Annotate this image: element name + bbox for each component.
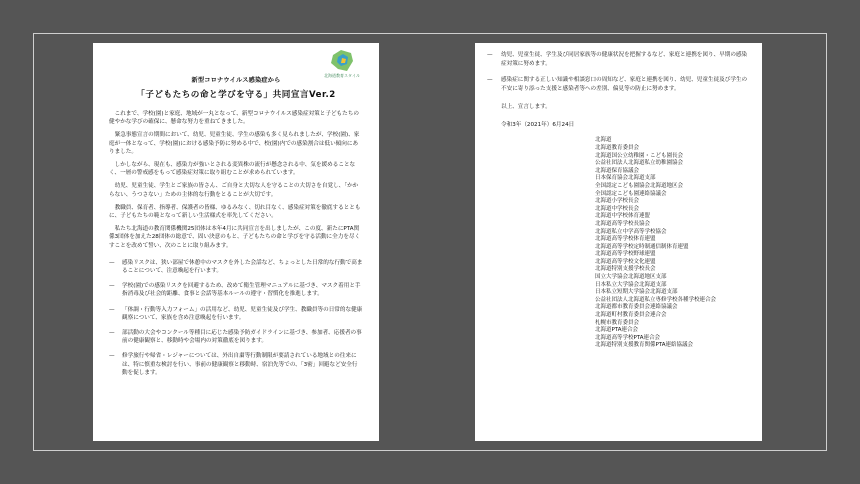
- declaration-item: [109, 259, 363, 275]
- signatory-organization: 北海道PTA連合会: [595, 327, 639, 334]
- signatory-organization: 北海道高等学校野球連盟: [595, 251, 656, 258]
- logo-caption: 北海道教育スタイル: [324, 73, 360, 78]
- signatory-list: [595, 137, 752, 350]
- declaration-item-text: 感染症に関する正しい知識や相談窓口の周知など、家庭と連携を図り、幼児、児童生徒及び学生の不安に寄り添った支援と感染者等への差別、偏見等の防止に努めます。: [501, 77, 748, 92]
- signatory-organization: 札幌市教育委員会: [595, 319, 640, 326]
- logo-mark-icon: [329, 49, 355, 73]
- signatory-organization: 北海道私立中学高等学校協会: [595, 228, 667, 235]
- signatory-organization: 公益社団法人北海道私立専修学校各種学校連合会: [595, 296, 717, 303]
- declaration-item-text: 学校(園)での感染リスクを回避するため、改めて衛生管理マニュアルに基づき、マスク着用と手指消毒及び社会的距離、食事と会話等基本ルールの遵守・習慣化を推進します。: [122, 283, 361, 298]
- signatory-organization: 北海道中学校長会: [595, 205, 640, 212]
- declaration-item: [109, 282, 363, 298]
- signatory-organization: 北海道教育委員会: [595, 144, 640, 151]
- signatory-organization: 北海道保育協議会: [595, 167, 640, 174]
- signatory-organization: 公益社団法人北海道私立幼稚園協会: [595, 160, 684, 167]
- declaration-item-text: 「体調・行動等入力フォーム」の活用など、幼児、児童生徒及び学生、教職員等の日常的な健康観察について、家族を含め注意喚起を行います。: [122, 306, 363, 321]
- signatory-organization: 北海道国公立幼稚園・こども園長会: [595, 152, 684, 159]
- dash-marker: —: [109, 259, 115, 266]
- document-page-1: [93, 43, 379, 441]
- dash-marker: —: [109, 353, 115, 360]
- signatory-organization: 北海道高等学校体育連盟: [595, 236, 656, 243]
- body-paragraph: 私たち北海道の教育関係機関25団体は本年4月に共同宣言を出しましたが、この度、新たにPTA関係3団体を加えた28団体の総意で、固い決意のもと、子どもたちの命と学びを守る活動に全力を尽くすことを改めて誓い、次のことに取り組みます。: [109, 226, 361, 249]
- signatory-organization: 北海道小学校長会: [595, 198, 640, 205]
- document-page-2: [475, 43, 762, 441]
- signatory-organization: 日本保育協会北海道支部: [595, 175, 656, 182]
- dash-marker: —: [487, 52, 493, 58]
- signatory-organization: 国立大学協会北海道地区支部: [595, 274, 667, 281]
- signatory-organization: 全国認定こども園連絡協議会: [595, 190, 667, 197]
- signatory-organization: 日本私立短期大学協会北海道支部: [595, 289, 678, 296]
- declaration-item-text: 感染リスクは、狭い部屋で休憩中のマスクを外した会話など、ちょっとした日常的な行動で高まることについて、注意喚起を行います。: [122, 259, 363, 275]
- dash-marker: —: [109, 330, 115, 337]
- signatory-organization: 日本私立大学協会北海道支部: [595, 281, 667, 288]
- document-subtitle: 新型コロナウイルス感染症から: [191, 77, 281, 84]
- signatory-organization: 全国認定こども園協会北海道地区会: [595, 182, 684, 189]
- declaration-item-text: 修学旅行や帰省・レジャーについては、外出自粛等行動制限が要請されている地域との往来には、特に慎重な検討を行い、事前の健康観察と移動時、宿泊先等での、「3密」回避など安全行動を促します。: [122, 353, 358, 376]
- dash-marker: —: [109, 283, 115, 290]
- closing-statement: 以上、宣言します。: [501, 104, 551, 111]
- body-paragraph: これまで、学校(園)と家庭、地域が一丸となって、新型コロナウイルス感染症対策と子どもたちの健やかな学びの確保に、懸命な努力を重ねてきました。: [109, 111, 359, 126]
- dash-marker: —: [487, 77, 493, 84]
- hokkaido-education-logo: [319, 49, 365, 78]
- declaration-item: [109, 306, 363, 322]
- body-paragraph: 教職員、保育者、指導者、保護者の皆様、ゆるみなく、切れ目なく、感染症対策を徹底するとともに、子どもたちの範となって新しい生活様式を率先してください。: [109, 204, 361, 220]
- declaration-item-text: 幼児、児童生徒、学生及び同居家族等の健康状況を把握するなど、家庭と連携を図り、早期の感染症対策に努めます。: [501, 52, 748, 67]
- body-paragraph: 緊急事態宣言の期間において、幼児、児童生徒、学生の感染も多く見られましたが、学校(園)、家庭が一体となって、学校(園)における感染予防に努める中で、校(園)内での感染割合は低い傾向にありました。: [109, 132, 360, 155]
- signatory-organization: 北海道高等学校定時制通信制体育連盟: [595, 243, 689, 250]
- signatory-organization: 北海道高等学校長協会: [595, 220, 651, 227]
- document-title: 「子どもたちの命と学びを守る」共同宣言Ver.2: [136, 90, 336, 100]
- body-paragraph: しかしながら、現在も、感染力が強いとされる変異株の流行が懸念される中、気を緩めることなく、一層の警戒感をもって感染症対策に取り組むことが求められています。: [109, 162, 356, 177]
- signatory-organization: 北海道都市教育委員会連絡協議会: [595, 304, 678, 311]
- dash-marker: —: [109, 306, 115, 313]
- declaration-item: [487, 51, 752, 68]
- signatory-organization: 北海道町村教育委員会連合会: [595, 312, 667, 319]
- signatory-organization: 北海道高等学校文化連盟: [595, 258, 656, 265]
- signatory-organization: 北海道: [595, 137, 612, 144]
- signatory-organization: 北海道特別支援教育関係PTA連絡協議会: [595, 342, 694, 349]
- signatory-organization: 北海道高等学校PTA連合会: [595, 334, 661, 341]
- declaration-item: [487, 76, 752, 93]
- signatory-organization: 北海道特別支援学校長会: [595, 266, 656, 273]
- declaration-item-text: 部活動の大会やコンクール等種目に応じた感染予防ガイドラインに基づき、参加者、応援者の事前の健康観察と、移動時や会場内の対策徹底を図ります。: [122, 330, 362, 345]
- declaration-date: 令和3年（2021年）6月24日: [501, 122, 575, 129]
- declaration-item: [109, 329, 363, 345]
- body-paragraph: 幼児、児童生徒、学生とご家族の皆さん、ご自身と大切な人を守ることの大切さを自覚し、「かからない、うつさない」ための主体的な行動をとることが大切です。: [109, 183, 359, 198]
- declaration-item: [109, 352, 363, 377]
- signatory-organization: 北海道中学校体育連盟: [595, 213, 651, 220]
